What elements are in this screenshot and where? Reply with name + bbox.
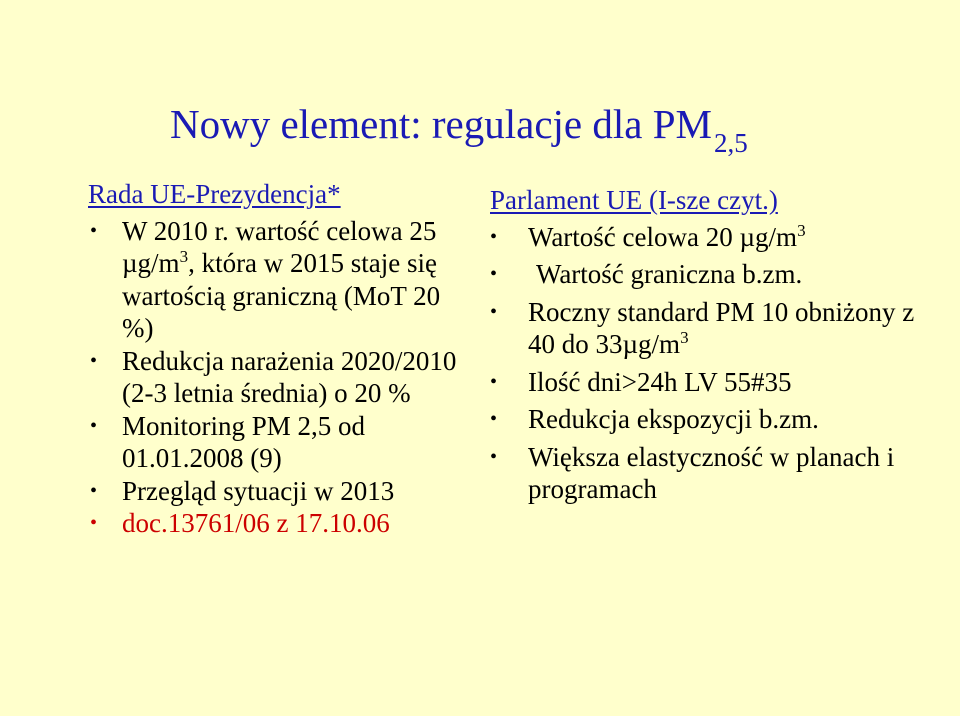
left-bullet-list: [88, 215, 468, 540]
list-item-text: Roczny standard PM 10 obniżony z 40 do 33µg/m: [528, 296, 915, 359]
list-item: [490, 441, 940, 506]
list-item-text: W 2010 r. wartość celowa 25 µg/m: [122, 215, 437, 278]
list-item-text: Monitoring PM 2,5 od 01.01.2008 (9): [122, 410, 366, 473]
bullet-icon: •: [490, 408, 498, 430]
bullet-icon: •: [90, 219, 98, 242]
list-item: [490, 296, 940, 361]
list-item: [490, 366, 940, 399]
footnote-item: [88, 507, 468, 540]
bullet-icon: •: [90, 414, 98, 437]
right-column-header: Parlament UE (I-sze czyt.): [490, 185, 778, 215]
bullet-icon: •: [490, 300, 498, 323]
list-item-text: Wartość graniczna b.zm.: [536, 259, 803, 289]
title-text: Nowy element: regulacje dla PM: [170, 101, 712, 147]
right-bullet-list: [490, 221, 940, 506]
bullet-icon: •: [490, 263, 498, 285]
list-item: [88, 475, 468, 508]
list-item-text: Przegląd sytuacji w 2013: [122, 475, 395, 506]
left-column-header: Rada UE-Prezydencja*: [88, 179, 341, 209]
list-item-text: Ilość dni>24h LV 55#35: [528, 366, 792, 397]
list-item: [88, 410, 468, 475]
list-item-text-cont: , która w 2015 staje się wartością graniczną (MoT 20 %): [122, 248, 441, 343]
left-column: [88, 178, 468, 540]
list-item-text: Wartość celowa 20 µg/m: [528, 221, 798, 252]
superscript: 3: [680, 328, 689, 347]
list-item: [490, 258, 940, 291]
list-item: [490, 403, 940, 436]
list-item: [88, 215, 468, 345]
list-item: [88, 345, 468, 410]
superscript: 3: [179, 247, 189, 266]
bullet-icon: •: [490, 370, 498, 393]
bullet-icon: •: [90, 349, 98, 372]
bullet-icon: •: [90, 512, 98, 534]
right-column: [490, 184, 940, 511]
slide-title: [170, 98, 870, 158]
bullet-icon: •: [490, 445, 498, 468]
list-item-text: Redukcja narażenia 2020/2010 (2-3 letnia średnia) o 20 %: [122, 345, 457, 408]
list-item-text: Większa elastyczność w planach i programach: [528, 441, 895, 504]
list-item-text: Redukcja ekspozycji b.zm.: [528, 404, 819, 434]
footnote-text: doc.13761/06 z 17.10.06: [122, 508, 390, 538]
title-subscript: 2,5: [713, 128, 748, 158]
list-item: [490, 221, 940, 254]
bullet-icon: •: [490, 225, 498, 248]
superscript: 3: [797, 220, 806, 240]
bullet-icon: •: [90, 479, 98, 502]
